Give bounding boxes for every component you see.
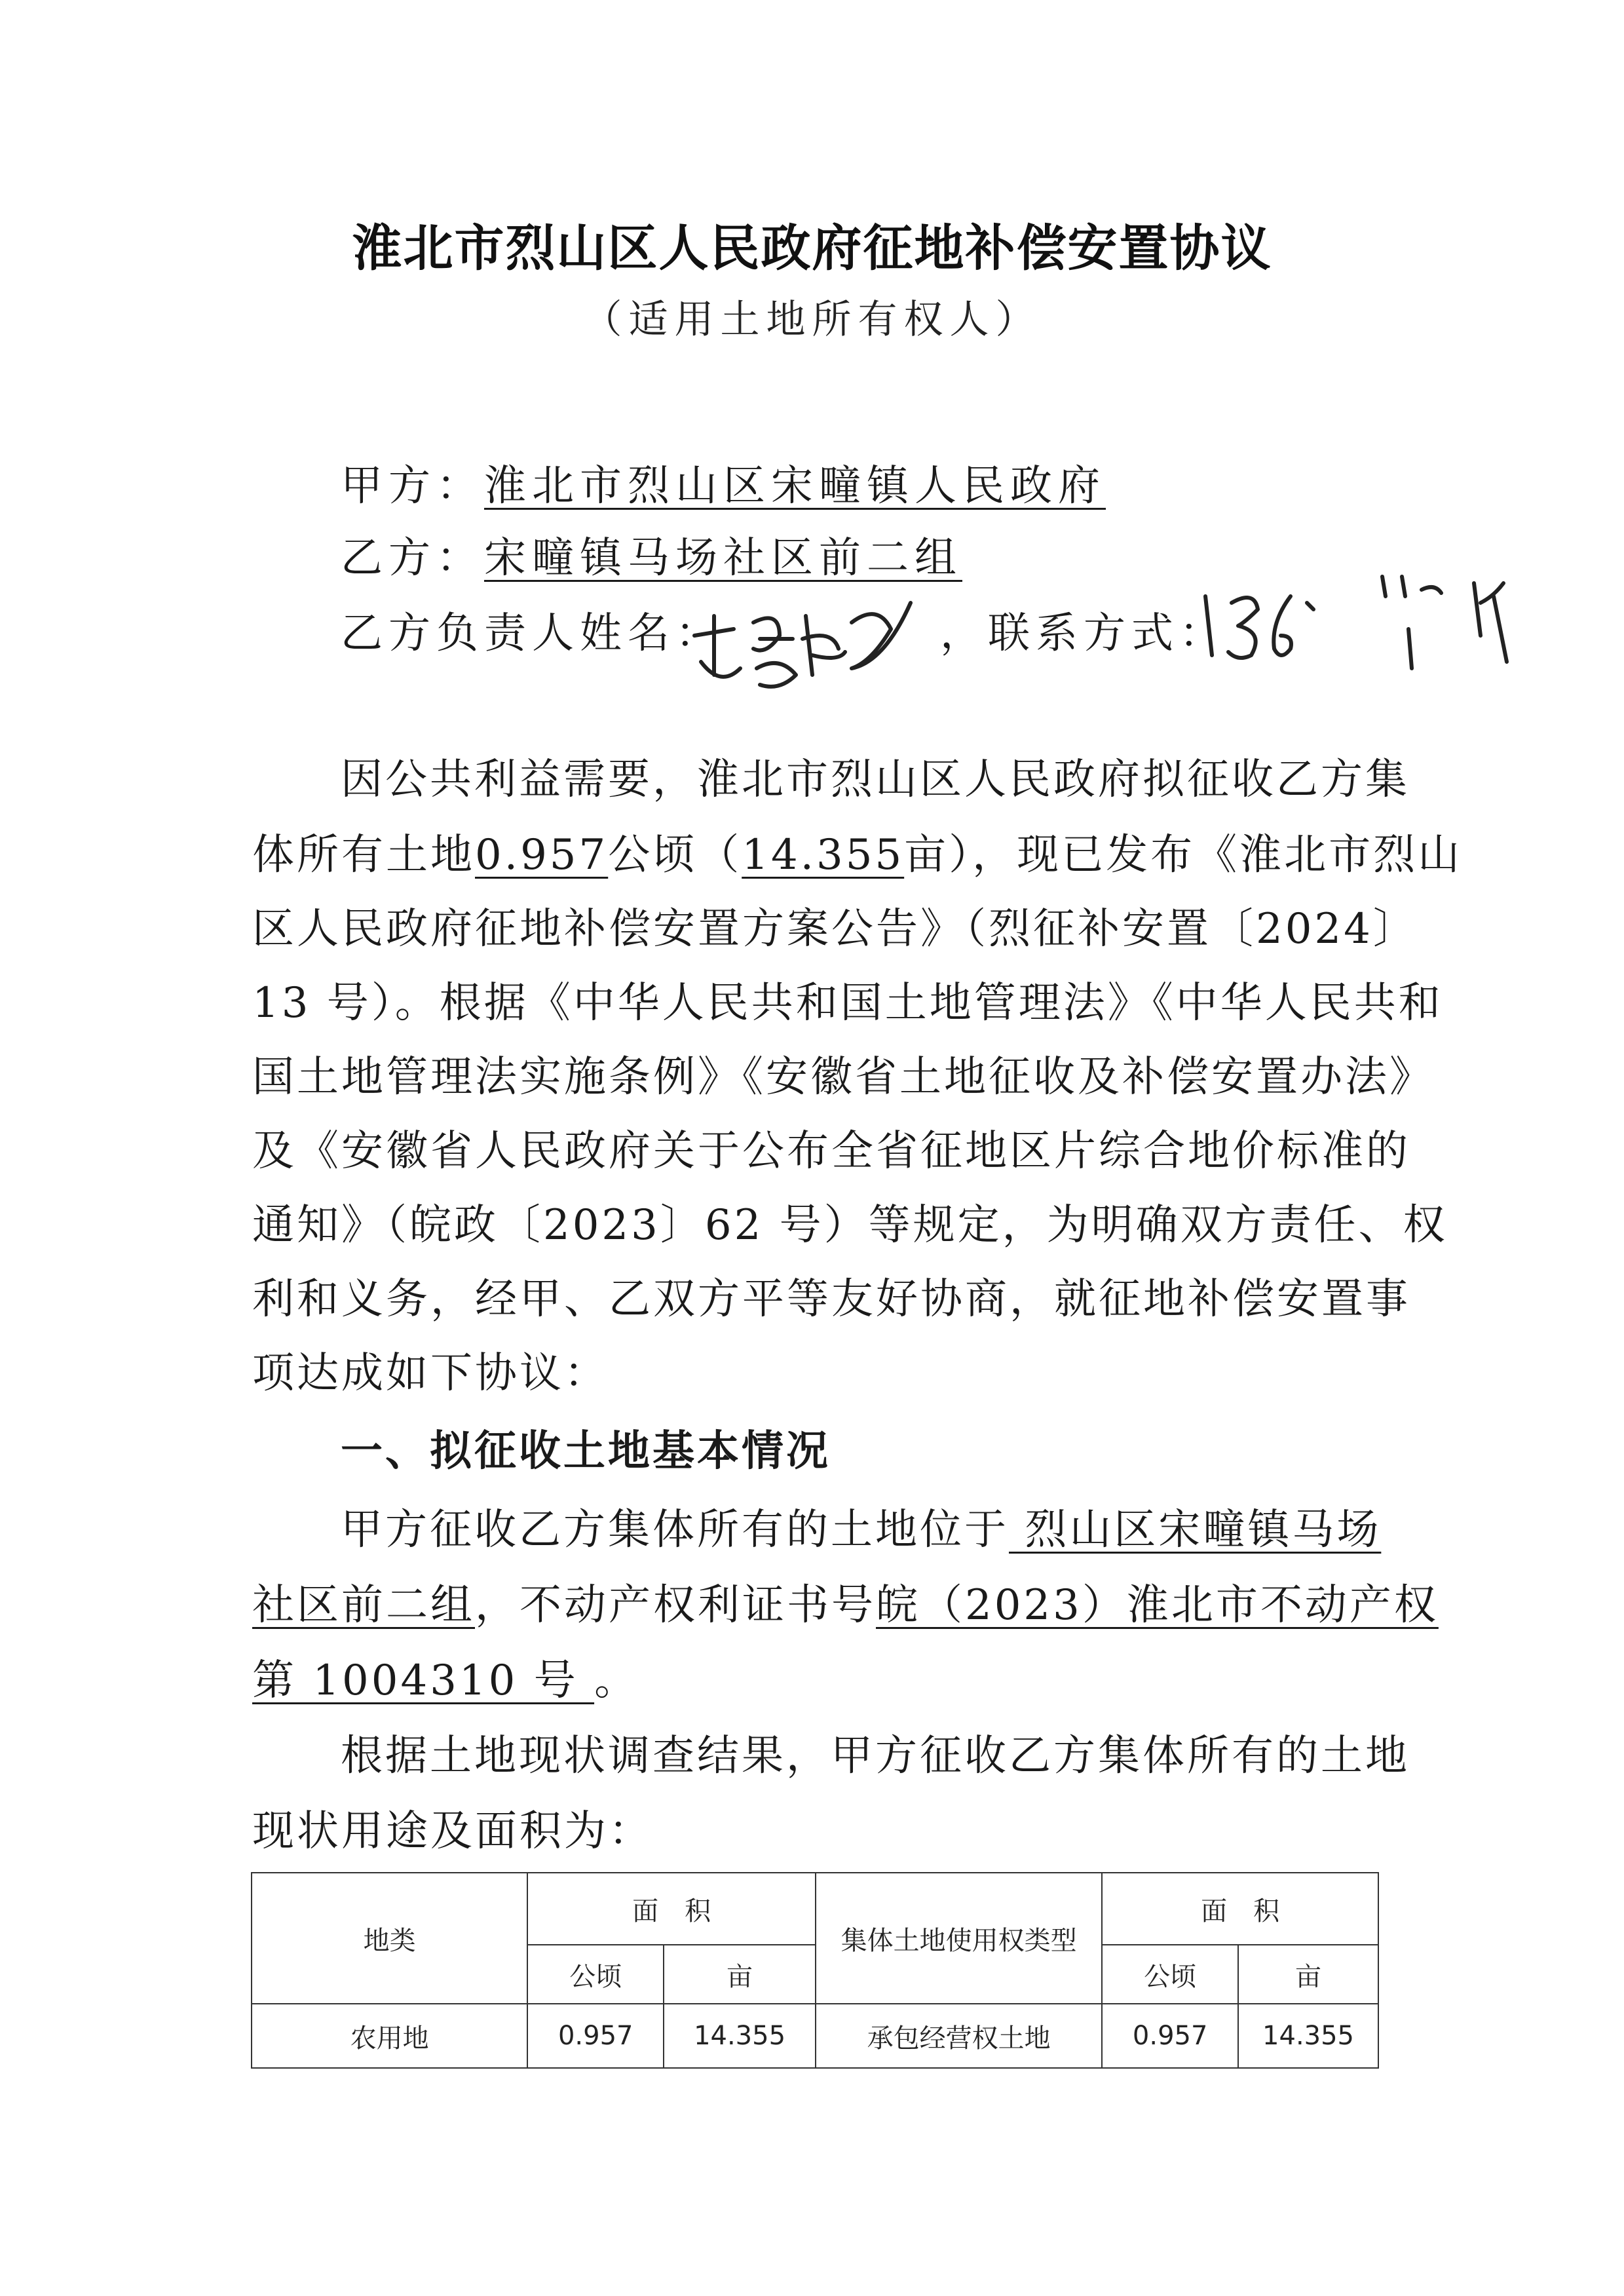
- header-land-type: 地类: [252, 1873, 527, 2004]
- party-b-value: 宋疃镇马场社区前二组: [484, 534, 962, 583]
- cell-use-right-type: 承包经营权土地: [816, 2004, 1102, 2068]
- party-a-label: 甲方：: [341, 462, 484, 510]
- cell-land-type: 农用地: [252, 2004, 527, 2068]
- area-hectare: 0.957: [475, 831, 609, 879]
- section1-p1-line3: [252, 1655, 1386, 1707]
- representative-label: 乙方负责人姓名：: [341, 609, 723, 658]
- representative-signature: [681, 577, 930, 721]
- header-unit-hectare-2: 公顷: [1102, 1945, 1238, 2004]
- representative-line: [341, 600, 723, 660]
- contact-handwritten-number: [1192, 557, 1533, 688]
- cell-hectare: 0.957: [527, 2004, 664, 2068]
- para1-line6: 及《安徽省人民政府关于公布全省征地区片综合地价标准的: [252, 1127, 1410, 1176]
- section1-p1-line1: [341, 1504, 1474, 1556]
- section1-text: 甲方征收乙方集体所有的土地位于: [341, 1506, 1009, 1554]
- section1-text: ，不动产权利证书号: [475, 1581, 876, 1630]
- party-a-line: [341, 452, 1106, 512]
- contact-label: ，联系方式：: [940, 609, 1227, 658]
- para1-line5: 国土地管理法实施条例》《安徽省土地征收及补偿安置办法》: [252, 1053, 1434, 1101]
- property-certificate-number-cont: 第 1004310 号: [252, 1656, 595, 1705]
- para1-line2: [252, 829, 1463, 881]
- party-b-label: 乙方：: [341, 534, 484, 583]
- table-row: [252, 2004, 1378, 2068]
- party-a-value: 淮北市烈山区宋疃镇人民政府: [484, 462, 1106, 510]
- para1-line3: 区人民政府征地补偿安置方案公告》（烈征补安置〔2024〕: [252, 905, 1418, 953]
- cell-mu: 14.355: [664, 2004, 816, 2068]
- contact-line: [940, 600, 1227, 660]
- section1-p2-line1: 根据土地现状调查结果，甲方征收乙方集体所有的土地: [341, 1732, 1410, 1780]
- para1-line1: 因公共利益需要，淮北市烈山区人民政府拟征收乙方集: [341, 756, 1410, 804]
- cell-mu-2: 14.355: [1238, 2004, 1378, 2068]
- party-b-line: [341, 524, 962, 584]
- para1-line8: 利和义务，经甲、乙双方平等友好协商，就征地补偿安置事: [252, 1275, 1410, 1324]
- property-certificate-number: 皖（2023）淮北市不动产权: [876, 1581, 1439, 1630]
- land-location-cont: 社区前二组: [252, 1581, 475, 1630]
- section1-p2-line2: 现状用途及面积为：: [252, 1807, 653, 1856]
- header-unit-hectare: 公顷: [527, 1945, 664, 2004]
- header-area-2: 面 积: [1102, 1873, 1378, 1945]
- header-unit-mu-2: 亩: [1238, 1945, 1378, 2004]
- para1-line7: 通知》（皖政〔2023〕62 号）等规定，为明确双方责任、权: [252, 1201, 1448, 1250]
- document-subtitle: （适用土地所有权人）: [582, 297, 1042, 343]
- header-area: 面 积: [527, 1873, 816, 1945]
- header-use-right-type: 集体土地使用权类型: [816, 1873, 1102, 2004]
- document-title: 淮北市烈山区人民政府征地补偿安置协议: [352, 219, 1272, 277]
- para1-text: 体所有土地: [252, 831, 475, 879]
- section1-heading: 一、拟征收土地基本情况: [341, 1427, 831, 1476]
- para1-text: 亩），现已发布《淮北市烈山: [904, 831, 1463, 879]
- area-mu: 14.355: [742, 831, 905, 879]
- section1-p1-line2: [252, 1579, 1439, 1632]
- land-location: 烈山区宋疃镇马场: [1009, 1506, 1382, 1554]
- para1-line4: 13 号）。根据《中华人民共和国土地管理法》《中华人民共和: [252, 979, 1443, 1027]
- header-unit-mu: 亩: [664, 1945, 816, 2004]
- land-area-table: [251, 1872, 1379, 2069]
- para1-line9: 项达成如下协议：: [252, 1349, 609, 1398]
- cell-hectare-2: 0.957: [1102, 2004, 1238, 2068]
- para1-text: 公顷（: [608, 831, 742, 879]
- section1-text: 。: [594, 1656, 639, 1705]
